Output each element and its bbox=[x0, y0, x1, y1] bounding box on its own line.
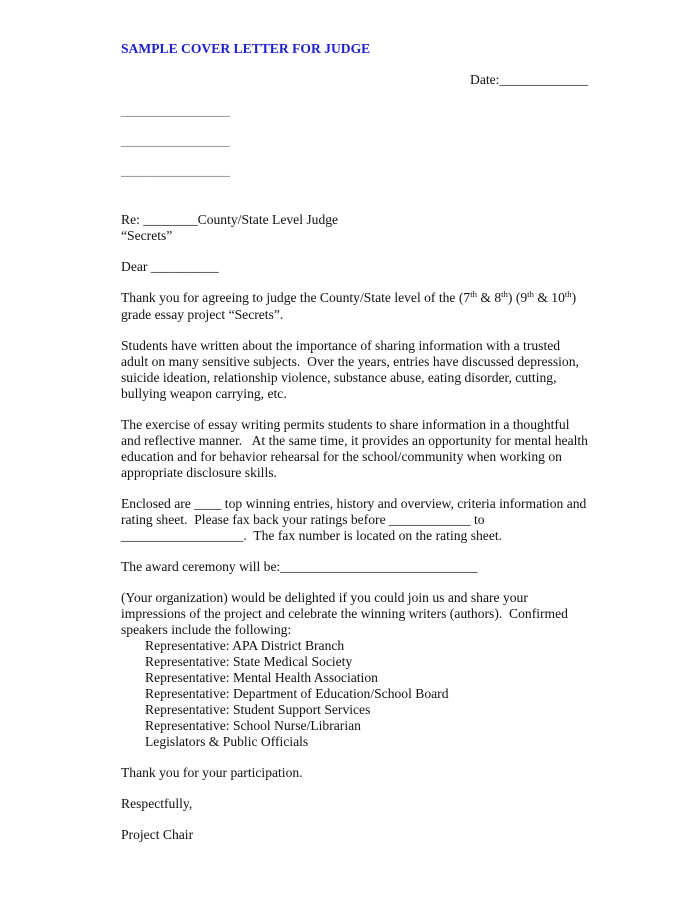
paragraph-line: The exercise of essay writing permits students to share information in a thoughtful bbox=[121, 417, 570, 432]
superscript: th bbox=[527, 289, 534, 300]
paragraph-line: Thank you for agreeing to judge the County/State level of the (7th & 8th) (9th & 10th) bbox=[121, 289, 577, 305]
paragraph-line: appropriate disclosure skills. bbox=[121, 465, 277, 480]
list-item: Representative: Department of Education/School Board bbox=[145, 686, 449, 701]
paragraph-line: speakers include the following: bbox=[121, 622, 292, 637]
paragraph-line: impressions of the project and celebrate the winning writers (authors). Confirmed bbox=[121, 606, 568, 621]
paragraph-line: Students have written about the importance of sharing information with a trusted bbox=[121, 338, 561, 353]
superscript: th bbox=[564, 289, 572, 300]
re-subject: “Secrets” bbox=[121, 228, 173, 243]
superscript: th bbox=[501, 289, 508, 300]
list-item: Representative: APA District Branch bbox=[145, 638, 345, 653]
address-blank-line: ________________ bbox=[121, 163, 230, 178]
list-item: Legislators & Public Officials bbox=[145, 734, 309, 749]
re-block bbox=[121, 212, 596, 244]
award-ceremony-line: The award ceremony will be:_____________________________ bbox=[121, 559, 478, 574]
salutation: Dear __________ bbox=[121, 259, 219, 274]
paragraph-line: grade essay project “Secrets”. bbox=[121, 307, 284, 322]
paragraph-line: suicide ideation, relationship violence, substance abuse, eating disorder, cutting, bbox=[121, 370, 557, 385]
paragraph-line: __________________. The fax number is located on the rating sheet. bbox=[121, 528, 503, 543]
paragraph-students bbox=[121, 338, 596, 402]
address-blank-line: ________________ bbox=[121, 133, 230, 148]
paragraph-exercise bbox=[121, 417, 596, 481]
paragraph-thank-you bbox=[121, 290, 596, 323]
superscript: th bbox=[470, 289, 477, 300]
paragraph-line: Enclosed are ____ top winning entries, history and overview, criteria information and bbox=[121, 496, 587, 511]
closing-signature: Project Chair bbox=[121, 827, 194, 842]
paragraph-line: adult on many sensitive subjects. Over the years, entries have discussed depression, bbox=[121, 354, 579, 369]
page-title: SAMPLE COVER LETTER FOR JUDGE bbox=[121, 41, 371, 56]
list-item: Representative: State Medical Society bbox=[145, 654, 353, 669]
closing-respectfully: Respectfully, bbox=[121, 796, 193, 811]
paragraph-organization bbox=[121, 590, 596, 638]
paragraph-line: (Your organization) would be delighted if you could join us and share your bbox=[121, 590, 528, 605]
list-item: Representative: School Nurse/Librarian bbox=[145, 718, 361, 733]
paragraph-line: bullying weapon carrying, etc. bbox=[121, 386, 287, 401]
list-item: Representative: Mental Health Association bbox=[145, 670, 378, 685]
paragraph-enclosed bbox=[121, 496, 596, 544]
re-line: Re: ________County/State Level Judge bbox=[121, 212, 339, 227]
address-blank-line: ________________ bbox=[121, 103, 230, 118]
paragraph-line: rating sheet. Please fax back your ratings before ____________ to bbox=[121, 512, 485, 527]
closing-thanks: Thank you for your participation. bbox=[121, 765, 303, 780]
paragraph-line: education and for behavior rehearsal for the school/community when working on bbox=[121, 449, 562, 464]
paragraph-line: and reflective manner. At the same time, it provides an opportunity for mental health bbox=[121, 433, 588, 448]
list-item: Representative: Student Support Services bbox=[145, 702, 371, 717]
speaker-list bbox=[121, 638, 596, 750]
date-field: Date:_____________ bbox=[470, 72, 588, 87]
